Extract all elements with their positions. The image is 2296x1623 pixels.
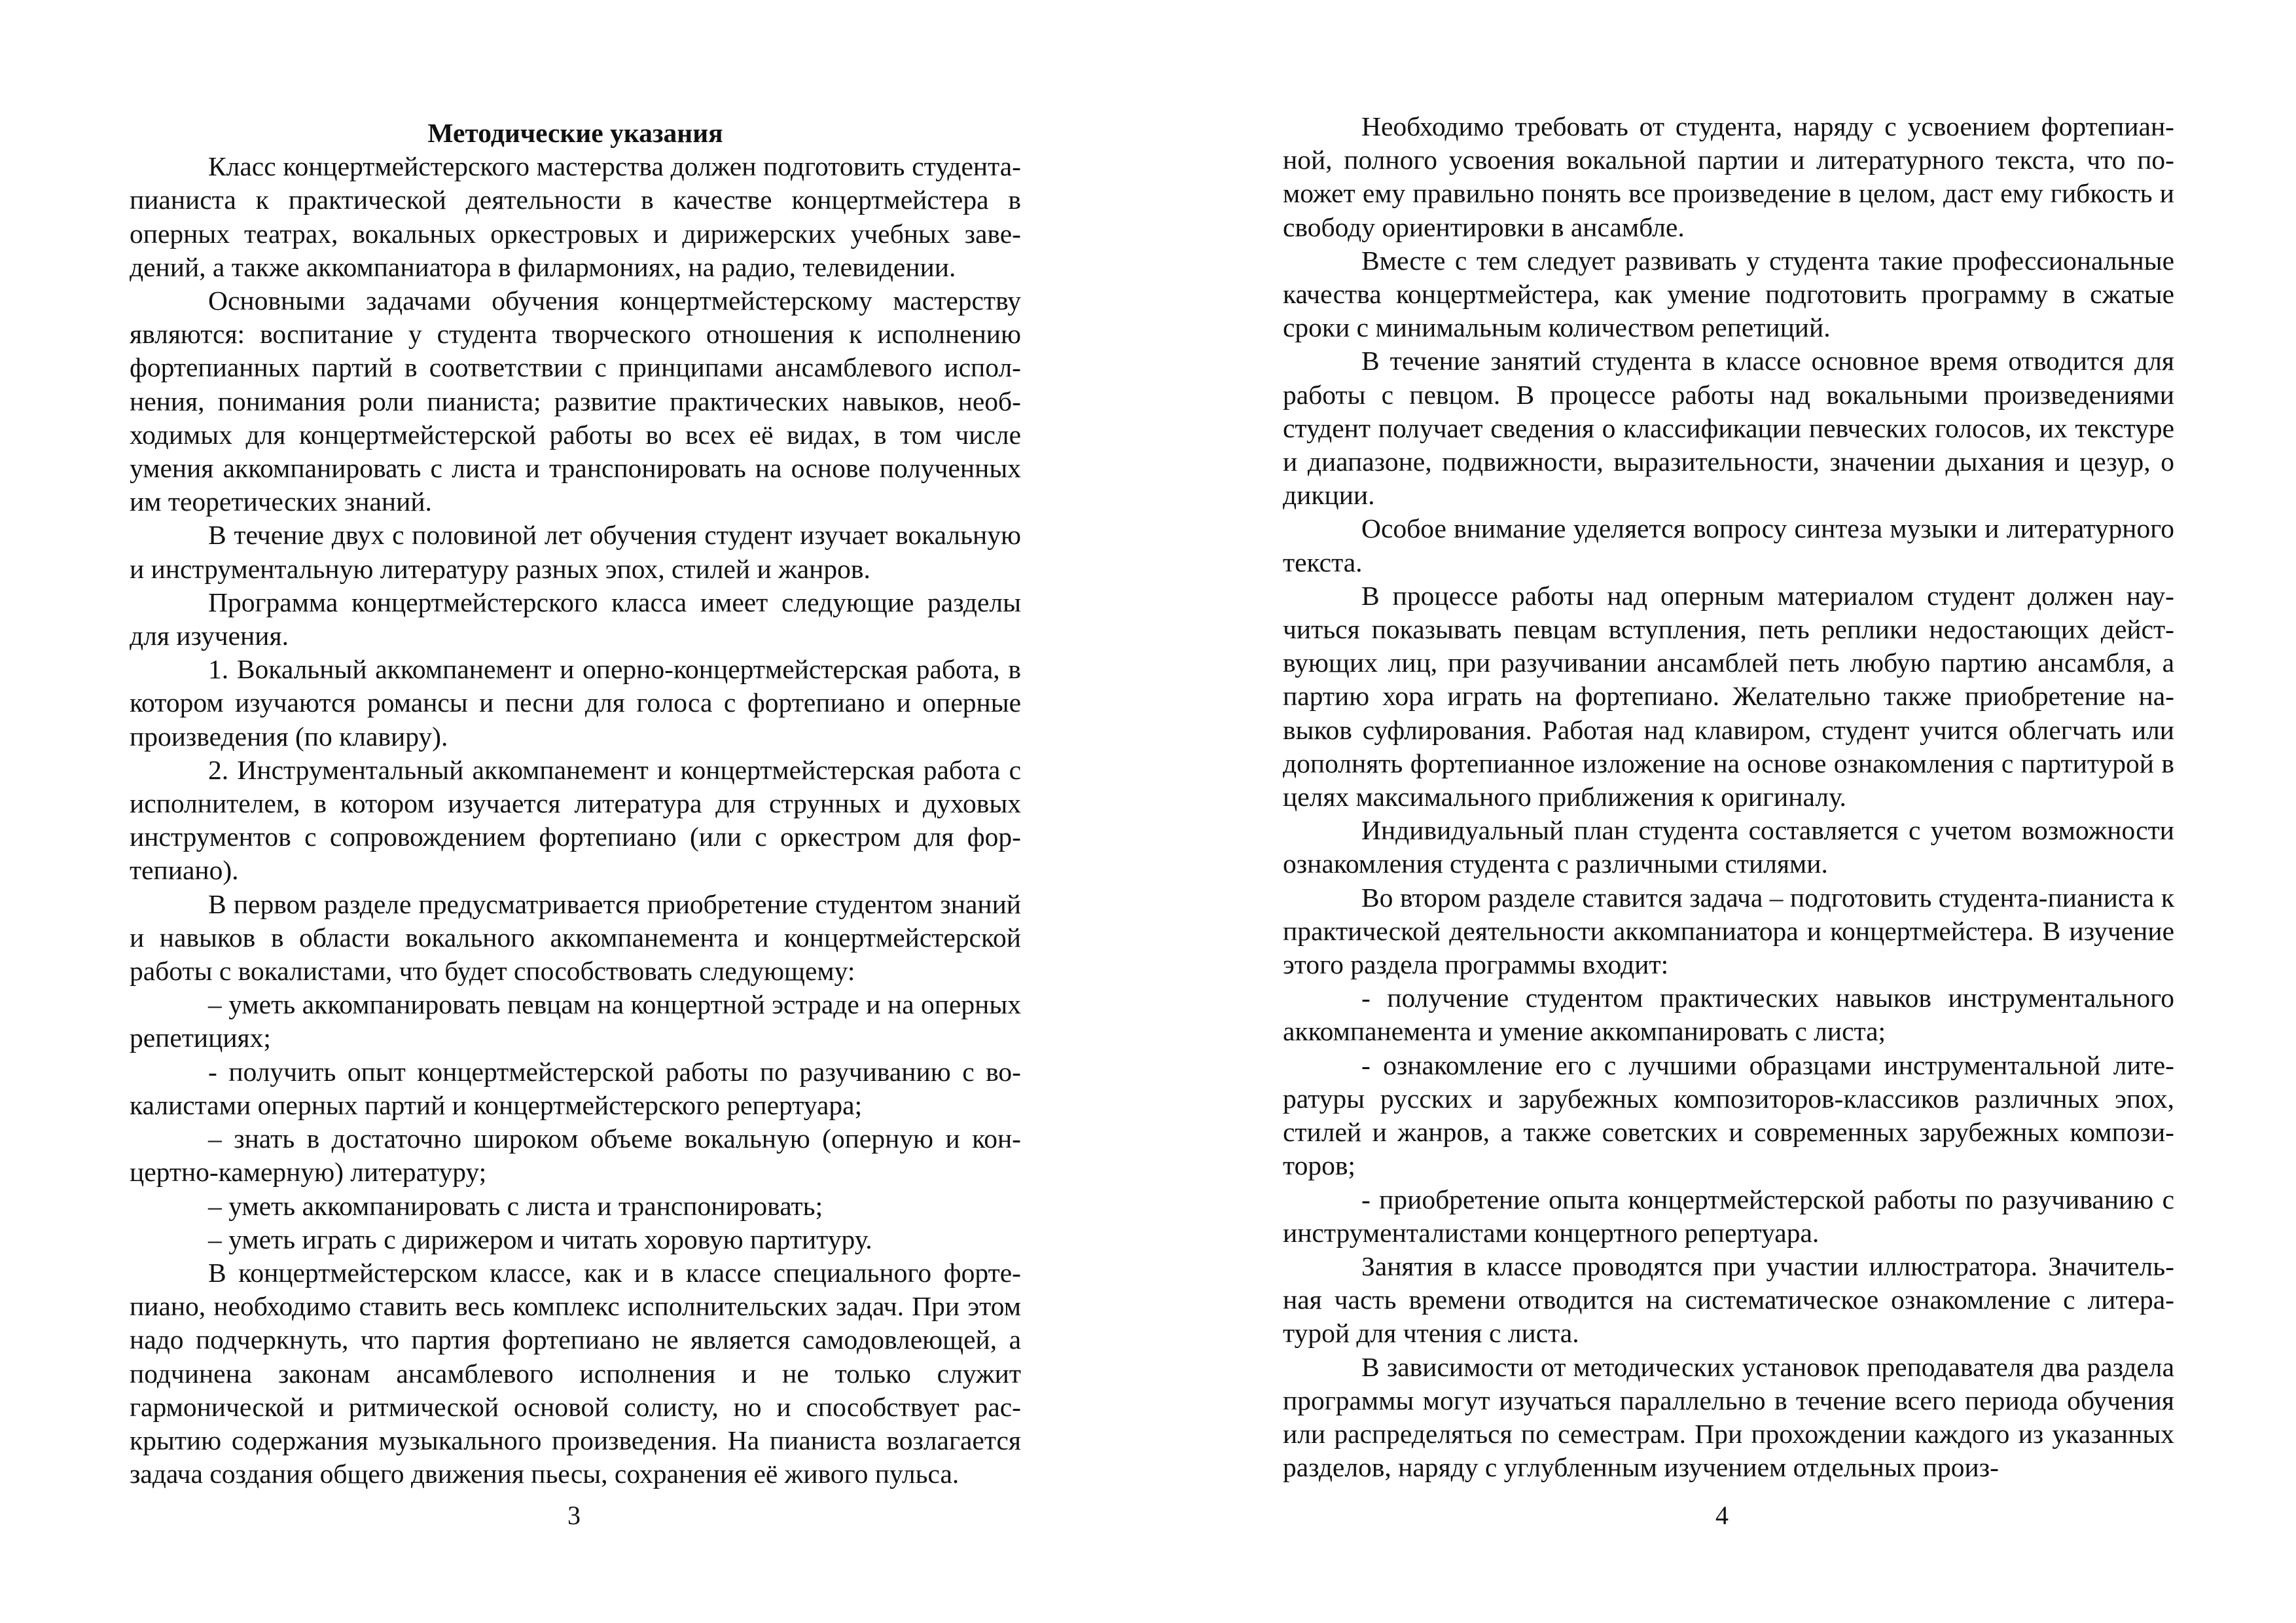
paragraph: Особое внимание уделяется вопросу синтеза музыки и литературного текста.	[1283, 513, 2174, 577]
list-item: 1. Вокальный аккомпанемент и оперно-концертмейстерская работа, в котором изучаются романсы и песни для голоса с фортепиано и оперные произведения (по клавиру).	[130, 654, 1021, 752]
paragraph: В процессе работы над оперным материалом студент должен научиться показывать певцам вступления, петь реплики недостающих действующих лиц, при разучивании ансамблей петь любую партию ансамбля, а партию хора играть на фортепиано. Желательно также приобретение навыков суфлирования. Работая над клавиром, студент учится облегчать или дополнять фортепианное изложение на основе ознакомления с партитурой в целях максимального приближения к оригиналу.	[1283, 580, 2174, 812]
paragraph: Вместе с тем следует развивать у студента такие профессиональные качества концертмейстера, как умение подготовить программу в сжатые сроки с минимальным количеством репетиций.	[1283, 245, 2174, 343]
paragraph: В концертмейстерском классе, как и в классе специального фортепиано, необходимо ставить весь комплекс исполнительских задач. При этом надо подчеркнуть, что партия фортепиано не является самодовлеющей, а подчинена законам ансамблевого исполнения и не только служит гармонической и ритмической основой солисту, но и способствует раскрытию содержания музыкального произведения. На пианиста возлагается задача создания общего движения пьесы, сохранения её живого пульса.	[130, 1257, 1021, 1489]
paragraph: В первом разделе предусматривается приобретение студентом знаний и навыков в области вокального аккомпанемента и концертмейстерской работы с вокалистами, что будет способствовать следующему:	[130, 888, 1021, 987]
list-item: – уметь аккомпанировать с листа и транспонировать;	[208, 1190, 823, 1221]
list-item: - получение студентом практических навыков инструментального аккомпанемента и умение аккомпанировать с листа;	[1283, 983, 2174, 1047]
list-item: – уметь играть с дирижером и читать хоровую партитуру.	[208, 1224, 872, 1254]
page-number: 4	[1715, 1501, 1729, 1530]
paragraph: Занятия в классе проводятся при участии иллюстратора. Значительная часть времени отводится на систематическое ознакомление с литературой для чтения с листа.	[1283, 1250, 2174, 1349]
list-item: - приобретение опыта концертмейстерской работы по разучиванию с инструменталистами концертного репертуара.	[1283, 1184, 2174, 1248]
paragraph: Основными задачами обучения концертмейстерскому мастерству являются: воспитание у студента творческого отношения к исполнению фортепианных партий в соответствии с принципами ансамблевого исполнения, понимания роли пианиста; развитие практических навыков, необходимых для концертмейстерской работы во всех её видах, в том числе умения аккомпанировать с листа и транспонировать на основе полученных им теоретических знаний.	[130, 285, 1021, 517]
paragraph: Во втором разделе ставится задача – подготовить студента-пианиста к практической деятельности аккомпаниатора и концертмейстера. В изучение этого раздела программы входит:	[1283, 882, 2174, 980]
paragraph: Необходимо требовать от студента, наряду с усвоением фортепианной, полного усвоения вокальной партии и литературного текста, что поможет ему правильно понять все произведение в целом, даст ему гибкость и свободу ориентировки в ансамбле.	[1283, 111, 2174, 242]
paragraph: В течение двух с половиной лет обучения студент изучает вокальную и инструментальную литературу разных эпох, стилей и жанров.	[130, 520, 1021, 584]
paragraph: В течение занятий студента в классе основное время отводится для работы с певцом. В процессе работы над вокальными произведениями студент получает сведения о классификации певческих голосов, их текстуре и диапазоне, подвижности, выразительности, значении дыхания и цезур, о дикции.	[1283, 346, 2174, 511]
list-item: – знать в достаточно широком объеме вокальную (оперную и концертно-камерную) литературу;	[130, 1123, 1021, 1188]
list-item: – уметь аккомпанировать певцам на концертной эстраде и на оперных репетициях;	[130, 989, 1021, 1053]
list-item: - получить опыт концертмейстерской работы по разучиванию с вокалистами оперных партий и концертмейстерского репертуара;	[130, 1056, 1021, 1120]
right-text-column	[1283, 110, 2174, 1484]
paragraph: Индивидуальный план студента составляется с учетом возможности ознакомления студента с различными стилями.	[1283, 815, 2174, 879]
list-item: - ознакомление его с лучшими образцами инструментальной литературы русских и зарубежных композиторов-классиков различных эпох, стилей и жанров, а также советских и современных зарубежных композиторов;	[1283, 1049, 2174, 1181]
right-page	[1148, 0, 2296, 1623]
page-number: 3	[567, 1501, 581, 1530]
section-title: Методические указания	[427, 118, 723, 148]
list-item: 2. Инструментальный аккомпанемент и концертмейстерская работа с исполнителем, в котором изучается литература для струнных и духовых инструментов с сопровождением фортепиано (или с оркестром для фортепиано).	[130, 754, 1021, 886]
paragraph: Класс концертмейстерского мастерства должен подготовить студента-пианиста к практической деятельности в качестве концертмейстера в оперных театрах, вокальных оркестровых и дирижерских учебных заведений, а также аккомпаниатора в филармониях, на радио, телевидении.	[130, 151, 1021, 282]
paragraph: В зависимости от методических установок преподавателя два раздела программы могут изучаться параллельно в течение всего периода обучения или распределяться по семестрам. При прохождении каждого из указанных разделов, наряду с углубленным изучением отдельных произ-	[1283, 1351, 2174, 1483]
left-text-column	[130, 110, 1021, 1491]
paragraph: Программа концертмейстерского класса имеет следующие разделы для изучения.	[130, 587, 1021, 651]
